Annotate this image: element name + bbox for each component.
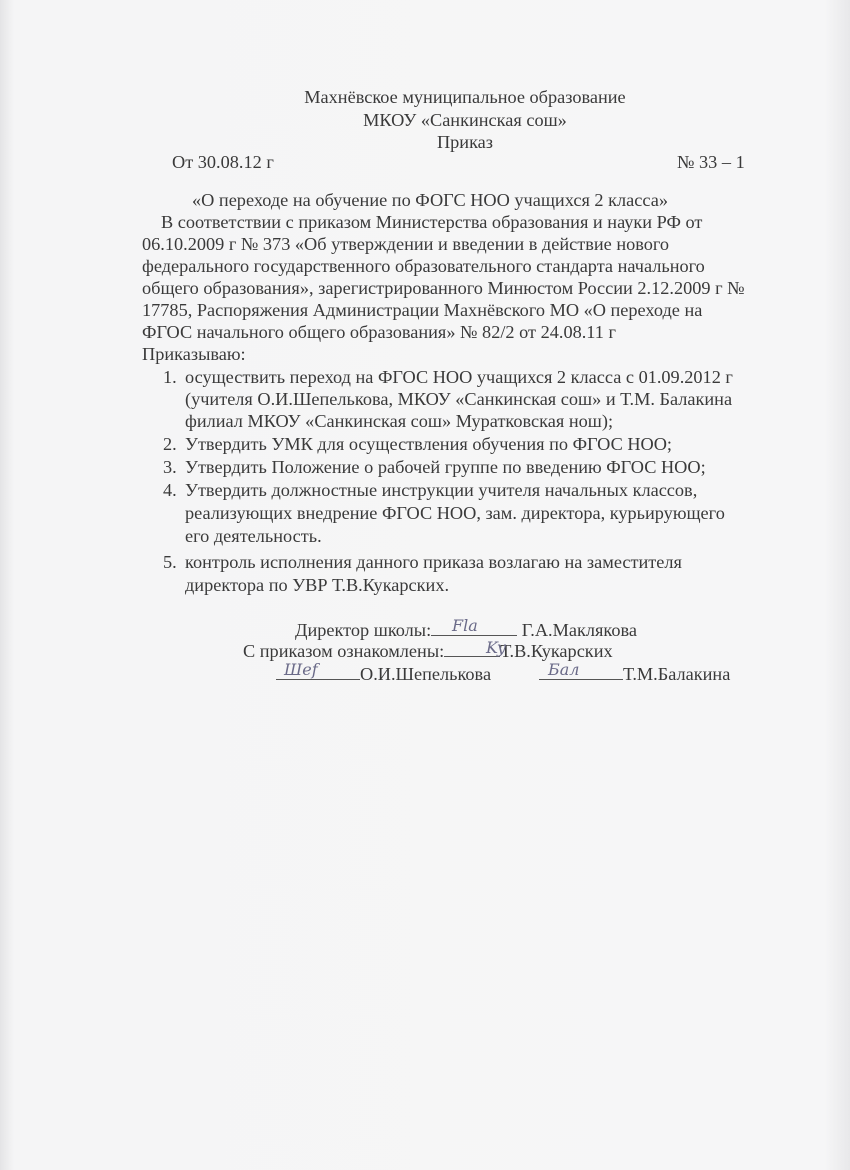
kukarskikh-handwritten-signature: Ky <box>486 638 506 657</box>
list-item-line: филиал МКОУ «Санкинская сош» Муратковская нош); <box>185 411 614 431</box>
list-item-line: (учителя О.И.Шепелькова, МКОУ «Санкинская сош» и Т.М. Балакина <box>185 389 733 409</box>
list-item: 1. осуществить переход на ФГОС НОО учащихся 2 класса с 01.09.2012 г <box>163 367 733 387</box>
preamble-line: 17785, Распоряжения Администрации Махнёвского МО «О переходе на <box>142 300 703 320</box>
acquainted-line-3: Т.М.Балакина <box>539 664 730 685</box>
list-item-line: его деятельность. <box>185 526 322 546</box>
list-item: 4. Утвердить должностные инструкции учителя начальных классов, <box>163 480 698 500</box>
shepelkova-handwritten-signature: Шеf <box>284 660 318 679</box>
order-date: От 30.08.12 г <box>172 152 274 172</box>
doc-type: Приказ <box>436 132 494 152</box>
list-item-line: реализующих внедрение ФГОС НОО, зам. директора, курьирующего <box>185 503 725 523</box>
order-title: «О переходе на обучение по ФОГС НОО учащихся 2 класса» <box>192 190 668 210</box>
list-item: 5. контроль исполнения данного приказа возлагаю на заместителя <box>163 552 682 572</box>
municipality: Махнёвское муниципальное образование <box>304 87 626 107</box>
balakina-handwritten-signature: Бал <box>548 660 580 679</box>
school-name: МКОУ «Санкинская сош» <box>363 110 567 130</box>
list-item: 3. Утвердить Положение о рабочей группе по введению ФГОС НОО; <box>163 457 706 477</box>
director-handwritten-signature: Fla <box>452 616 478 635</box>
director-signature-line: Директор школы: Г.А.Маклякова <box>295 620 637 640</box>
preamble-line: федерального государственного образовательного стандарта начального <box>142 256 705 276</box>
order-number: № 33 – 1 <box>677 152 745 172</box>
acquainted-line-2: О.И.Шепелькова <box>276 664 491 685</box>
list-item-line: директора по УВР Т.В.Кукарских. <box>185 575 450 595</box>
preamble-line: 06.10.2009 г № 373 «Об утверждении и введении в действие нового <box>142 234 670 254</box>
list-item: 2. Утвердить УМК для осуществления обучения по ФГОС НОО; <box>163 434 673 454</box>
preamble-line: ФГОС начального общего образования» № 82/2 от 24.08.11 г <box>142 322 616 342</box>
preamble-line: общего образования», зарегистрированного Минюстом России 2.12.2009 г № <box>142 278 745 298</box>
preamble-line: В соответствии с приказом Министерства образования и науки РФ от <box>161 212 703 232</box>
acquainted-line: С приказом ознакомлены: Т.В.Кукарских <box>243 641 613 661</box>
order-word: Приказываю: <box>142 344 246 364</box>
